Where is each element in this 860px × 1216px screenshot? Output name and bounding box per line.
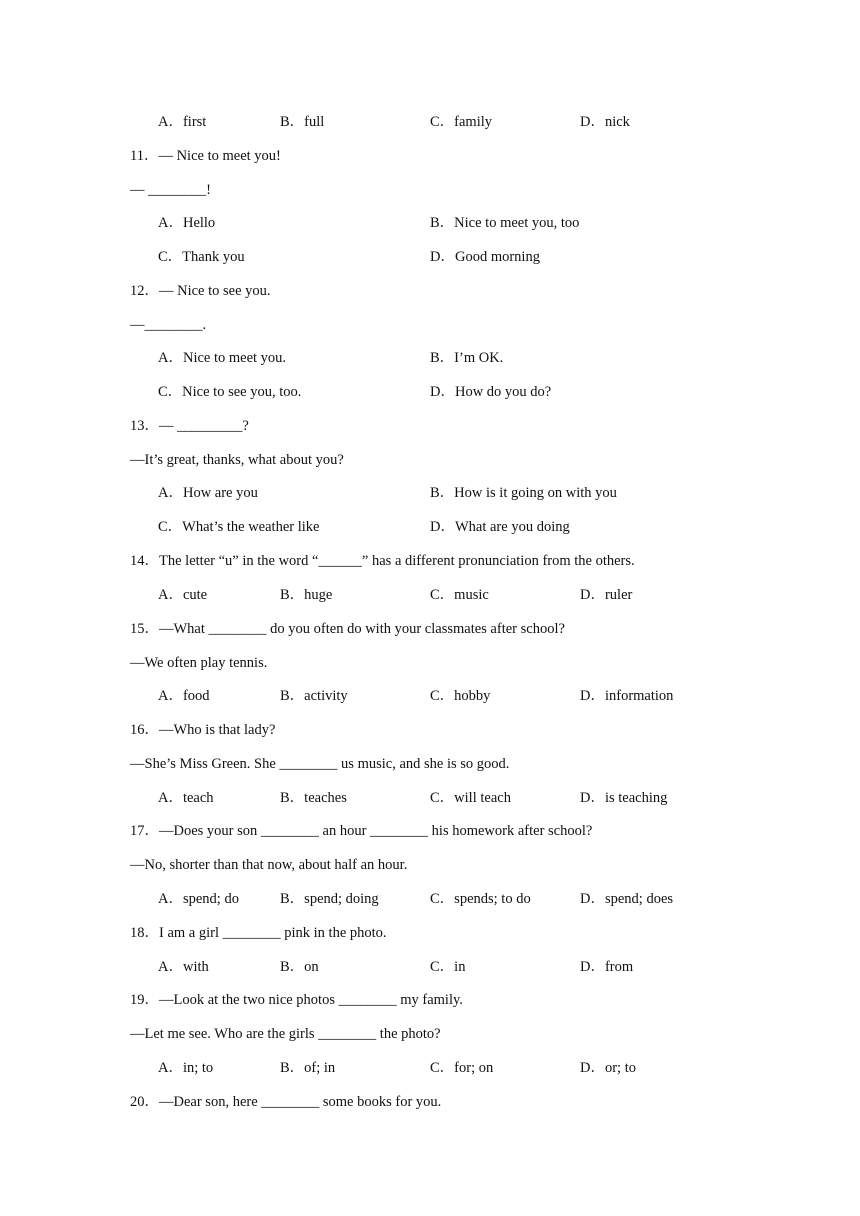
q18-option-a: A．with xyxy=(158,959,209,975)
q17-option-b: B．spend; doing xyxy=(280,891,379,907)
q17-option-d: D．spend; does xyxy=(580,891,674,907)
q17-reply: —No, shorter than that now, about half an hour. xyxy=(130,857,408,873)
q11-option-d: D．Good morning xyxy=(430,249,540,265)
q19-reply: —Let me see. Who are the girls ________ the photo? xyxy=(130,1026,441,1042)
q16-option-a: A．teach xyxy=(158,790,214,806)
q12-option-a: A．Nice to meet you. xyxy=(158,350,287,366)
q18-option-d: D．from xyxy=(580,959,634,975)
q10-option-a: A．first xyxy=(158,114,207,130)
q16-stem: 16．—Who is that lady? xyxy=(130,722,276,738)
q13-option-b: B．How is it going on with you xyxy=(430,485,617,501)
q19-option-c: C．for; on xyxy=(430,1060,494,1076)
q14-option-c: C．music xyxy=(430,587,489,603)
q13-option-d: D．What are you doing xyxy=(430,519,570,535)
q14-stem: 14．The letter “u” in the word “______” has a different pronunciation from the others. xyxy=(130,553,635,569)
q15-reply: —We often play tennis. xyxy=(130,655,268,671)
q16-option-d: D．is teaching xyxy=(580,790,668,806)
q15-stem: 15．—What ________ do you often do with your classmates after school? xyxy=(130,621,565,637)
q19-stem: 19．—Look at the two nice photos ________ my family. xyxy=(130,992,463,1008)
q13-option-a: A．How are you xyxy=(158,485,258,501)
q13-stem: 13．— _________? xyxy=(130,418,249,434)
q13-option-c: C．What’s the weather like xyxy=(158,519,320,535)
q12-reply: —________. xyxy=(130,317,207,333)
q14-option-b: B．huge xyxy=(280,587,333,603)
q12-option-c: C．Nice to see you, too. xyxy=(158,384,302,400)
q17-stem: 17．—Does your son ________ an hour ________ his homework after school? xyxy=(130,823,593,839)
q10-option-d: D．nick xyxy=(580,114,630,130)
q18-option-b: B．on xyxy=(280,959,319,975)
q15-option-c: C．hobby xyxy=(430,688,491,704)
q11-option-b: B．Nice to meet you, too xyxy=(430,215,580,231)
q10-option-b: B．full xyxy=(280,114,325,130)
q19-option-d: D．or; to xyxy=(580,1060,636,1076)
q16-reply: —She’s Miss Green. She ________ us music, and she is so good. xyxy=(130,756,510,772)
q19-option-b: B．of; in xyxy=(280,1060,336,1076)
q10-option-c: C．family xyxy=(430,114,493,130)
q11-option-a: A．Hello xyxy=(158,215,216,231)
q15-option-b: B．activity xyxy=(280,688,348,704)
q19-option-a: A．in; to xyxy=(158,1060,214,1076)
q11-stem: 11．— Nice to meet you! xyxy=(130,148,281,164)
q15-option-a: A．food xyxy=(158,688,210,704)
q20-stem: 20．—Dear son, here ________ some books for you. xyxy=(130,1094,442,1110)
q11-reply: — ________! xyxy=(130,182,211,198)
q14-option-a: A．cute xyxy=(158,587,208,603)
q12-stem: 12．— Nice to see you. xyxy=(130,283,271,299)
q16-option-b: B．teaches xyxy=(280,790,347,806)
q15-option-d: D．information xyxy=(580,688,674,704)
q12-option-b: B．I’m OK. xyxy=(430,350,504,366)
q17-option-c: C．spends; to do xyxy=(430,891,531,907)
q18-option-c: C．in xyxy=(430,959,466,975)
q16-option-c: C．will teach xyxy=(430,790,511,806)
q13-reply: —It’s great, thanks, what about you? xyxy=(130,452,344,468)
q18-stem: 18．I am a girl ________ pink in the photo. xyxy=(130,925,387,941)
q14-option-d: D．ruler xyxy=(580,587,633,603)
q11-option-c: C．Thank you xyxy=(158,249,245,265)
q17-option-a: A．spend; do xyxy=(158,891,239,907)
q12-option-d: D．How do you do? xyxy=(430,384,552,400)
